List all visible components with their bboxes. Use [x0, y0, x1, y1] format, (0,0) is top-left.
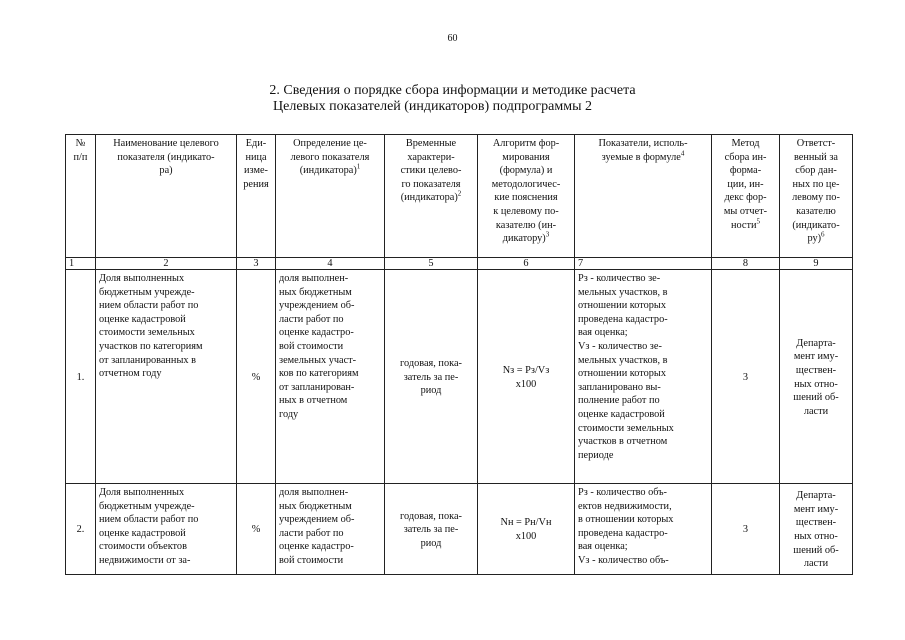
indicator-name: Доля выполненных бюджетным учрежде- нием области работ по оценке кадастровой стоимости земельных участков по категориям от запланированных в отчетном году	[96, 270, 237, 484]
indicator-definition: доля выполнен- ных бюджетным учреждением об- ласти работ по оценке кадастро- вой стоимости земельных участ- ков по категориям от запланирован- ных в отчетном году	[276, 270, 385, 484]
unit-value: %	[237, 484, 276, 575]
section-title	[0, 83, 905, 115]
header-unit: Еди- ница изме- рения	[237, 135, 276, 258]
indicator-name: Доля выполненных бюджетным учрежде- нием области работ по оценке кадастровой стоимости объектов недвижимости от за-	[96, 484, 237, 575]
header-responsible: Ответст- венный за сбор дан- ных по це- левому по- казателю (индикато- ру)$^6$	[780, 135, 853, 258]
unit-value: %	[237, 270, 276, 484]
collection-method: 3	[712, 270, 780, 484]
header-indicator-name: Наименование целевого показателя (индикато- ра)	[96, 135, 237, 258]
header-number: № п/п	[66, 135, 96, 258]
table-header-row	[66, 135, 853, 258]
section-title-line-1: 2. Сведения о порядке сбора информации и методике расчета	[269, 83, 636, 98]
footnote-mark: 3	[545, 230, 550, 239]
column-number: 2	[96, 258, 237, 270]
column-number: 9	[780, 258, 853, 270]
responsible-department: Департа- мент иму- ществен- ных отно- шений об- ласти	[780, 270, 853, 484]
column-number: 3	[237, 258, 276, 270]
row-number: 2.	[66, 484, 96, 575]
column-number: 8	[712, 258, 780, 270]
footnote-mark: 6	[821, 230, 825, 239]
column-number: 4	[276, 258, 385, 270]
responsible-department: Департа- мент иму- ществен- ных отно- шений об- ласти	[780, 484, 853, 575]
column-number: 7	[575, 258, 712, 270]
collection-method: 3	[712, 484, 780, 575]
formula-indicators: Рз - количество зе- мельных участков, в отношении которых проведена кадастро- вая оценка; Vз - количество зе- мельных участков, в отношении которых запланировано вы- полнение работ по оценке кадастровой стоимости земельных участков в отчетном периоде	[575, 270, 712, 484]
formula-value: Nз = Рз/Vз х100	[478, 270, 575, 484]
header-definition: Определение це- левого показателя (индикатора)$^1$	[276, 135, 385, 258]
footnote-mark: 4	[680, 149, 685, 158]
column-number-row	[66, 258, 853, 270]
timing-value: годовая, пока- затель за пе- риод	[385, 270, 478, 484]
section-title-line-2: Целевых показателей (индикаторов) подпрограммы 2	[273, 99, 592, 114]
header-timing: Временные характери- стики целево- го показателя (индикатора)$^2$	[385, 135, 478, 258]
formula-value: Nн = Рн/Vн х100	[478, 484, 575, 575]
header-algorithm: Алгоритм фор- мирования (формула) и методологичес- кие пояснения к целевому по- казателю (ин- дикатору)$^3$	[478, 135, 575, 258]
column-number: 1	[66, 258, 96, 270]
timing-value: годовая, пока- затель за пе- риод	[385, 484, 478, 575]
indicator-definition: доля выполнен- ных бюджетным учреждением об- ласти работ по оценке кадастро- вой стоимости	[276, 484, 385, 575]
header-formula-indicators: Показатели, исполь- зуемые в формуле$^4$	[575, 135, 712, 258]
table-row	[66, 270, 853, 484]
indicators-table	[65, 134, 853, 575]
formula-indicators: Рз - количество объ- ектов недвижимости, в отношении которых проведена кадастро- вая оценка; Vз - количество объ-	[575, 484, 712, 575]
column-number: 6	[478, 258, 575, 270]
footnote-mark: 1	[356, 162, 361, 171]
column-number: 5	[385, 258, 478, 270]
header-collection-method: Метод сбора ин- форма- ции, ин- декс фор- мы отчет- ности$^5$	[712, 135, 780, 258]
table-row	[66, 484, 853, 575]
row-number: 1.	[66, 270, 96, 484]
footnote-mark: 5	[756, 217, 760, 226]
footnote-mark: 2	[457, 189, 462, 198]
page-number: 60	[447, 33, 458, 44]
